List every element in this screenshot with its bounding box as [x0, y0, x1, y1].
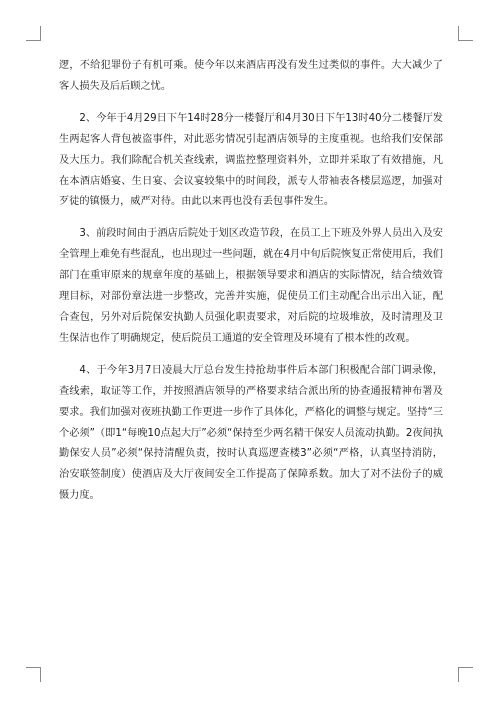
- corner-mark-bottom-right: [458, 667, 473, 682]
- paragraph-item-4: 4、于今年3月7日凌晨大厅总台发生持抢劫事件后本部门积极配合部门调录像，查线索，取证等工作，并按照酒店领导的严格要求结合派出所的协查通报精神布署及要求。我们加强对夜班执勤工作更进一步作了具体化，严格化的调整与规定。坚持“三个必须”（即1“每晚10点起大厅”必须“保持至少两名精干保安人员流动执勤。2夜间执勤保安人员”必须“保持清醒负责，按时认真巡逻查楼3”必须“严格，认真坚持消防，治安联签制度）使酒店及大厅夜间安全工作提高了保障系数。加大了对不法份子的威慑力度。: [59, 364, 443, 502]
- paragraph-item-2: 2、今年于4月29日下午14时28分一楼餐厅和4月30日下午13时40分二楼餐厅发生两起客人背包被盗事件，对此恶劣情况引起酒店领导的主度重视。也给我们安保部及大压力。我们除配合机关查线索，调监控整理资料外，立即并采取了有效措施，凡在本酒店婚宴、生日宴、会议宴较集中的时间段，派专人带袖表各楼层巡逻，加强对歹徒的镇慑力，威严对待。由此以来再也没有丢包事件发生。: [59, 112, 443, 208]
- paragraph-item-3: 3、前段时间由于酒店后院处于划区改造节段，在员工上下班及外界人员出入及安全管理上难免有些混乱，也出现过一些问题，就在4月中旬后院恢复正常使用后，我们部门在重审原来的规章年度的基础上，根据领导要求和酒店的实际情况，结合绩效管理目标，对部份章法进一步整改，完善并实施，促使员工们主动配合出示出入证，配合查包，另外对后院保安执勤人员强化职责要求，对后院的垃圾堆放，及时清理及卫生保洁也作了明确规定，使后院员工通道的安全管理及环境有了根本性的改观。: [59, 228, 443, 344]
- document-body: [59, 56, 443, 507]
- corner-mark-top-right: [458, 26, 473, 41]
- corner-mark-bottom-left: [26, 667, 41, 682]
- corner-mark-top-left: [26, 26, 41, 41]
- paragraph-continuation: 逻，不给犯罪份子有机可乘。使今年以来酒店再没有发生过类似的事件。大大减少了客人损失及后后顾之忧。: [59, 60, 443, 92]
